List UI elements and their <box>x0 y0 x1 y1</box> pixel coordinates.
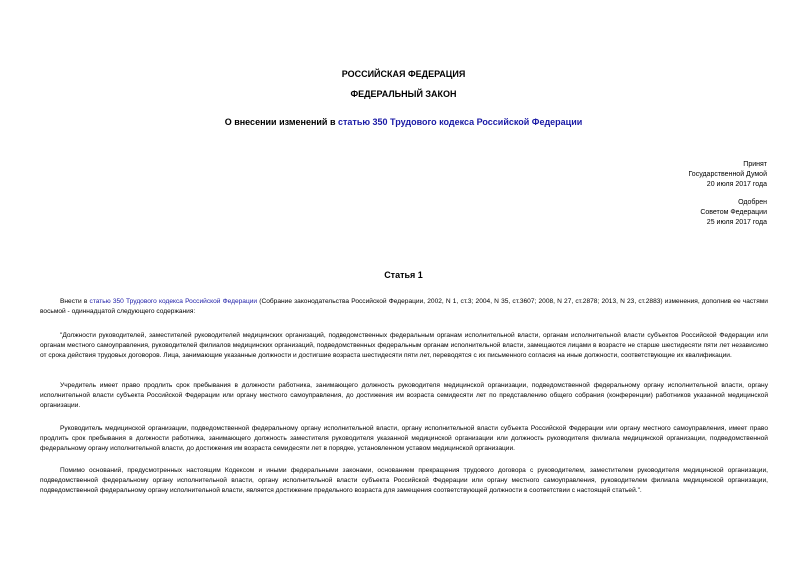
adopted-line-3: 20 июля 2017 года <box>706 181 767 188</box>
header-country: РОССИЙСКАЯ ФЕДЕРАЦИЯ <box>341 69 466 79</box>
adopted-line-1: Принят <box>743 161 767 168</box>
article-intro-paragraph <box>40 297 768 317</box>
adopted-line-2: Государственной Думой <box>688 171 767 178</box>
approved-line-3: 25 июля 2017 года <box>706 219 767 226</box>
amendment-paragraph-4: Помимо оснований, предусмотренных настоящим Кодексом и иными федеральными законами, основанием прекращения трудового договора с руководителем, заместителем руководителя медицинской организации, подведомственной федеральному органу исполнительной власти, органу исполнительной власти субъекта Российской Федерации или органу местного самоуправления, руководителем филиала медицинской организации, подведомственной федеральному органу исполнительной власти, является достижение предельного возраста для замещения соответствующей должности в соответствии с настоящей статьей.". <box>40 467 768 495</box>
approved-block <box>567 198 767 228</box>
intro-suffix: (Собрание законодательства Российской Федерации, 2002, N 1, ст.3; 2004, N 35, ст.3607; 2008, N 27, ст.2878; 2013, N 23, ст.2883) изменения, дополнив ее частями восьмой - одиннадцатой следующего содержания: <box>40 298 768 316</box>
approved-line-2: Советом Федерации <box>700 209 767 216</box>
adopted-block <box>567 160 767 190</box>
intro-article-link[interactable]: статью 350 Трудового кодекса Российской Федерации <box>89 298 258 305</box>
title-article-link[interactable]: статью 350 Трудового кодекса Российской Федерации <box>338 117 583 127</box>
amendment-paragraph-3: Руководитель медицинской организации, подведомственной федеральному органу исполнительной власти, органу исполнительной власти субъекта Российской Федерации или органу местного самоуправления, имеет право продлить срок пребывания в должности работника, занимающего должность заместителя руководителя указанной медицинской организации или должность руководителя филиала медицинской организации, подведомственной федеральному органу исполнительной власти, до достижения им возраста семидесяти лет в порядке, установленном уставом медицинской организации. <box>40 425 768 453</box>
article-heading: Статья 1 <box>384 270 423 280</box>
title-prefix: О внесении изменений в <box>224 117 338 127</box>
amendment-paragraph-1: "Должности руководителей, заместителей руководителей медицинских организаций, подведомственных федеральным органам исполнительной власти, органам исполнительной власти субъектов Российской Федерации или органам местного самоуправления, руководителей филиалов медицинских организаций, подведомственных федеральным органам исполнительной власти, замещаются лицами в возрасте не старше шестидесяти пяти лет независимо от срока действия трудовых договоров. Лица, занимающие указанные должности и достигшие возраста шестидесяти пяти лет, переводятся с их письменного согласия на иные должности, соответствующие их квалификации. <box>40 332 768 360</box>
approved-line-1: Одобрен <box>738 199 767 206</box>
header-law-type: ФЕДЕРАЛЬНЫЙ ЗАКОН <box>350 89 457 99</box>
intro-prefix: Внести в <box>60 298 90 305</box>
document-title <box>0 117 807 128</box>
amendment-paragraph-2: Учредитель имеет право продлить срок пребывания в должности работника, занимающего должность руководителя медицинской организации, подведомственной федеральному органу исполнительной власти, органу исполнительной власти субъекта Российской Федерации или органу местного самоуправления, до достижения им возраста семидесяти лет по представлению общего собрания (конференции) работников указанной медицинской организации. <box>40 382 768 410</box>
